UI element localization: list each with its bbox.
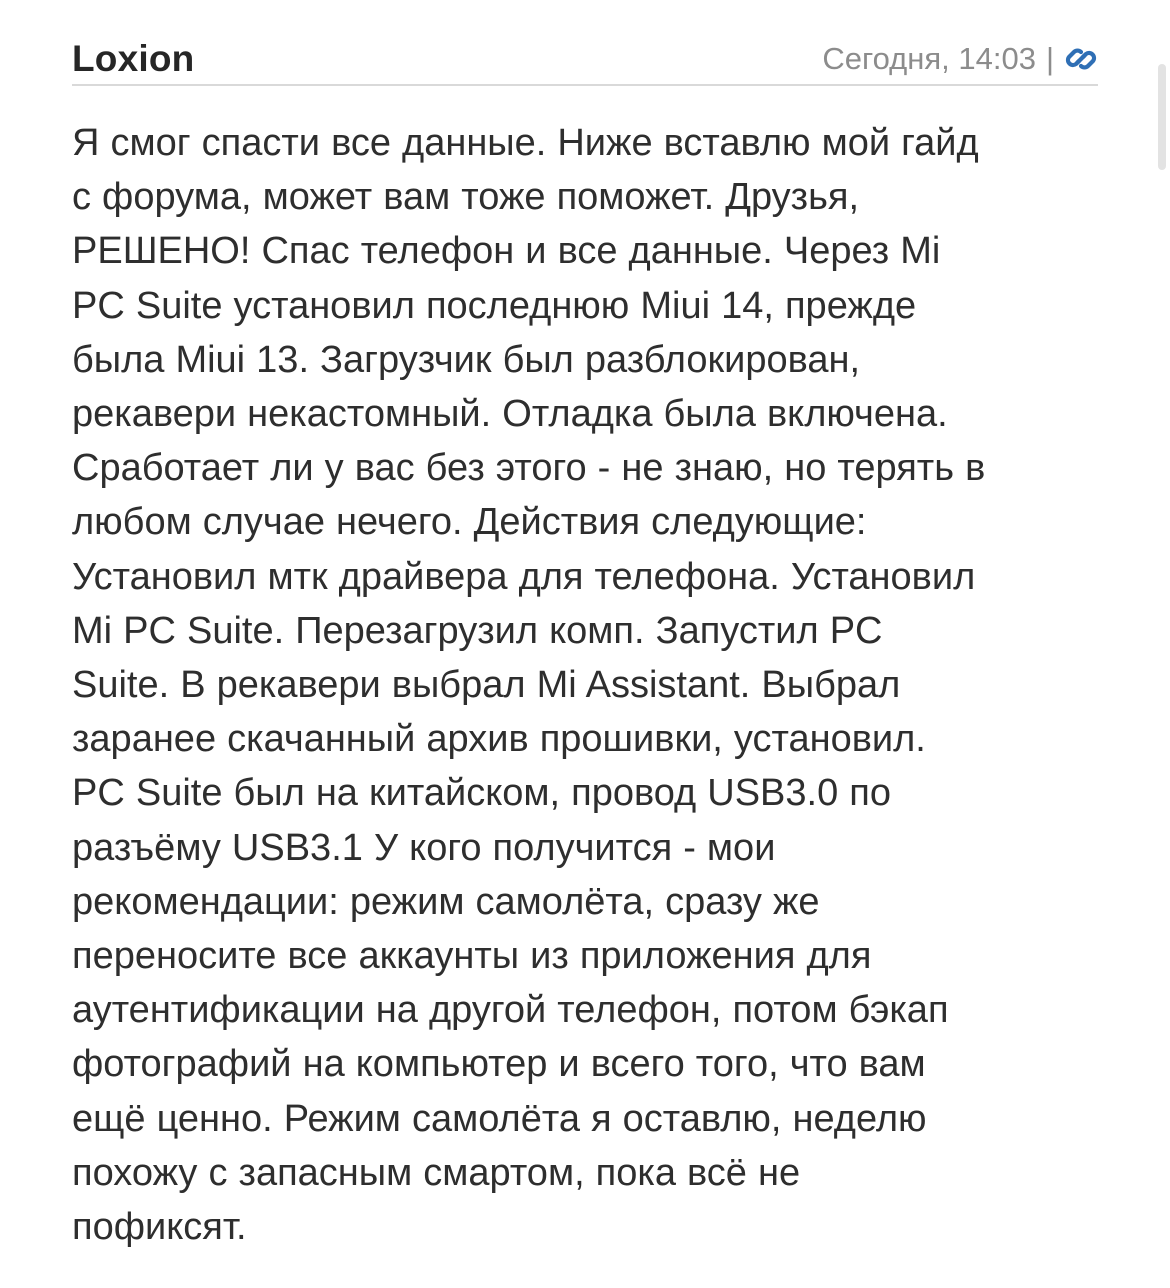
meta-divider: |: [1045, 41, 1054, 76]
author-name[interactable]: Loxion: [72, 38, 195, 79]
chain-link-icon[interactable]: [1064, 42, 1098, 76]
chain-link-icon-graphic: [1064, 42, 1098, 76]
post-body-text: Я смог спасти все данные. Ниже вставлю мой гайд с форума, может вам тоже поможет. Друзья, РЕШЕНО! Спас телефон и все данные. Через Mi PC Suite установил последнюю Miui 14, прежде была Miui 13. Загрузчик был разблокирован, рекавери некастомный. Отладка была включена. Сработает ли у вас без этого - не знаю, но терять в любом случае нечего. Действия следующие: Установил мтк драйвера для телефона. Установил Mi PC Suite. Перезагрузил комп. Запустил PC Suite. В рекавери выбрал Mi Assistant. Выбрал заранее скачанный архив прошивки, установил. PC Suite был на китайском, провод USB3.0 по разъёму USB3.1 У кого получится - мои рекомендации: режим самолёта, сразу же переносите все аккаунты из приложения для аутентификации на другой телефон, потом бэкап фотографий на компьютер и всего того, что вам ещё ценно. Режим самолёта я оставлю, неделю похожу с запасным смартом, пока всё не пофиксят.: [72, 122, 986, 1249]
scrollbar-thumb[interactable]: [1158, 64, 1166, 170]
post-meta: [822, 41, 1098, 77]
post-header: [72, 34, 1098, 86]
post-timestamp: Сегодня, 14:03: [822, 41, 1036, 76]
forum-post: [72, 34, 1098, 1254]
